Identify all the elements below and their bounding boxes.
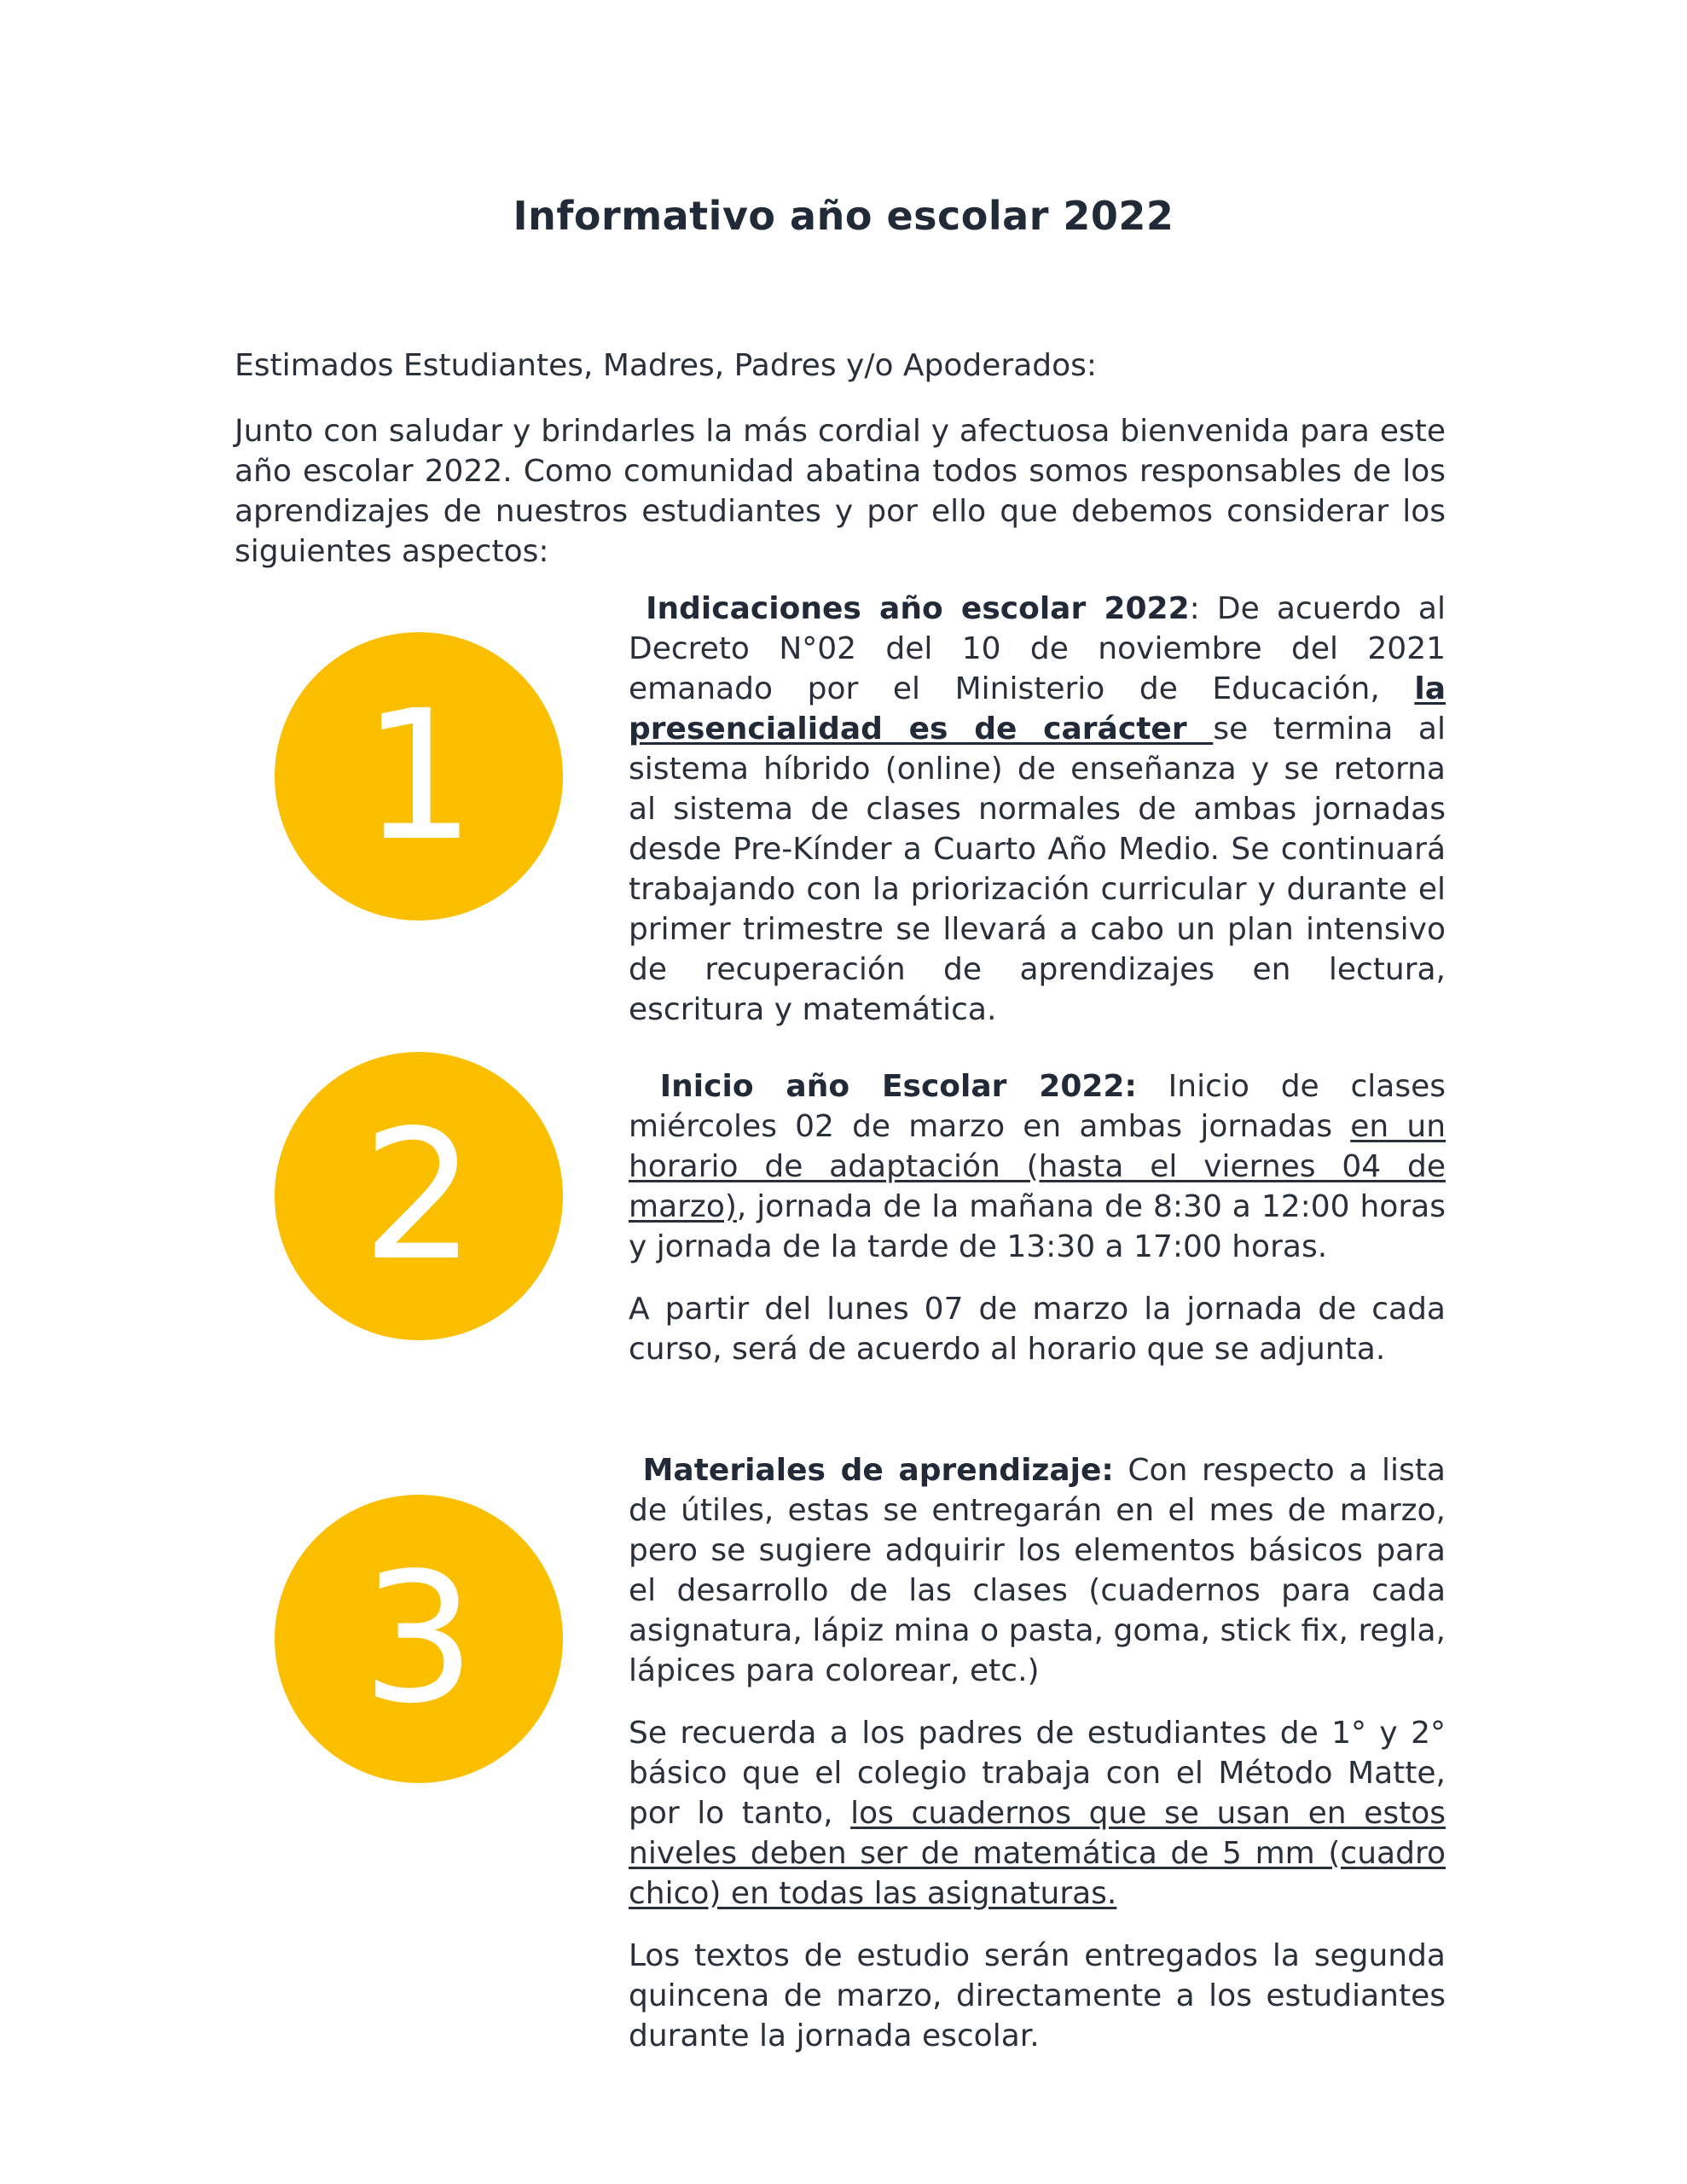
section-paragraph: Los textos de estudio serán entregados la segunda quincena de marzo, directamente a los estudiantes durante la jornada escolar. [629,1938,1446,2053]
number-badge-label: 2 [362,1091,476,1300]
section-text: Se recuerda a los padres de estudiantes de 1° y 2° básico que el colegio trabaja con el Método Matte, por lo tanto, [629,1716,1446,1831]
greeting: Estimados Estudiantes, Madres, Padres y/o Apoderados: [235,348,1098,383]
section-heading: Indicaciones año escolar 2022 [646,591,1190,626]
section-heading: Materiales de aprendizaje: [642,1453,1114,1488]
section-paragraph [629,1066,1446,1267]
section-text: se termina al sistema híbrido (online) de enseñanza y se retorna al sistema de clases normales de ambas jornadas desde Pre-Kínder a Cuarto Año Medio. Se continuará trabajando con la priorización curricular y durante el primer trimestre se llevará a cabo un plan intensivo de recuperación de aprendizajes en lectura, escritura y matemática. [629,712,1446,1027]
section-underlined: los cuadernos que se usan en estos niveles deben ser de matemática de 5 mm (cuadro chico) en todas las asignaturas. [629,1796,1446,1911]
number-badge-label: 3 [362,1534,476,1743]
section-paragraph [629,589,1446,1030]
section-emphasis: la presencialidad es de carácter [629,671,1446,746]
section-text: Inicio de clases miércoles 02 de marzo en ambas jornadas [629,1069,1446,1144]
number-badge-2 [275,1052,563,1340]
section-text: Con respecto a lista de útiles, estas se entregarán en el mes de marzo, pero se sugiere adquirir los elementos básicos para el desarrollo de las clases (cuadernos para cada asignatura, lápiz mina o pasta, goma, stick fix, regla, lápices para colorear, etc.) [629,1453,1446,1688]
number-badge-label: 1 [362,671,476,880]
page-title: Informativo año escolar 2022 [513,193,1174,239]
section-heading: Inicio año Escolar 2022: [659,1069,1137,1104]
number-badge-1 [275,632,563,921]
section-paragraph [629,1450,1446,1691]
section-paragraph [629,1713,1446,1914]
section-text: : De acuerdo al Decreto N°02 del 10 de noviembre del 2021 emanado por el Ministerio de Educación, [629,591,1446,706]
number-badge-3 [275,1495,563,1783]
section-indicaciones [629,589,1446,1030]
section-materiales [629,1450,1446,2056]
section-inicio-ano [629,1066,1446,1369]
intro-paragraph: Junto con saludar y brindarles la más cordial y afectuosa bienvenida para este año escolar 2022. Como comunidad abatina todos somos responsables de los aprendizajes de nuestros estudiantes y por ello que debemos considerar los siguientes aspectos: [235,414,1446,569]
section-paragraph: A partir del lunes 07 de marzo la jornada de cada curso, será de acuerdo al horario que se adjunta. [629,1292,1446,1367]
section-text: , jornada de la mañana de 8:30 a 12:00 horas y jornada de la tarde de 13:30 a 17:00 horas. [629,1189,1446,1264]
section-underlined: en un horario de adaptación (hasta el viernes 04 de marzo) [629,1109,1446,1224]
